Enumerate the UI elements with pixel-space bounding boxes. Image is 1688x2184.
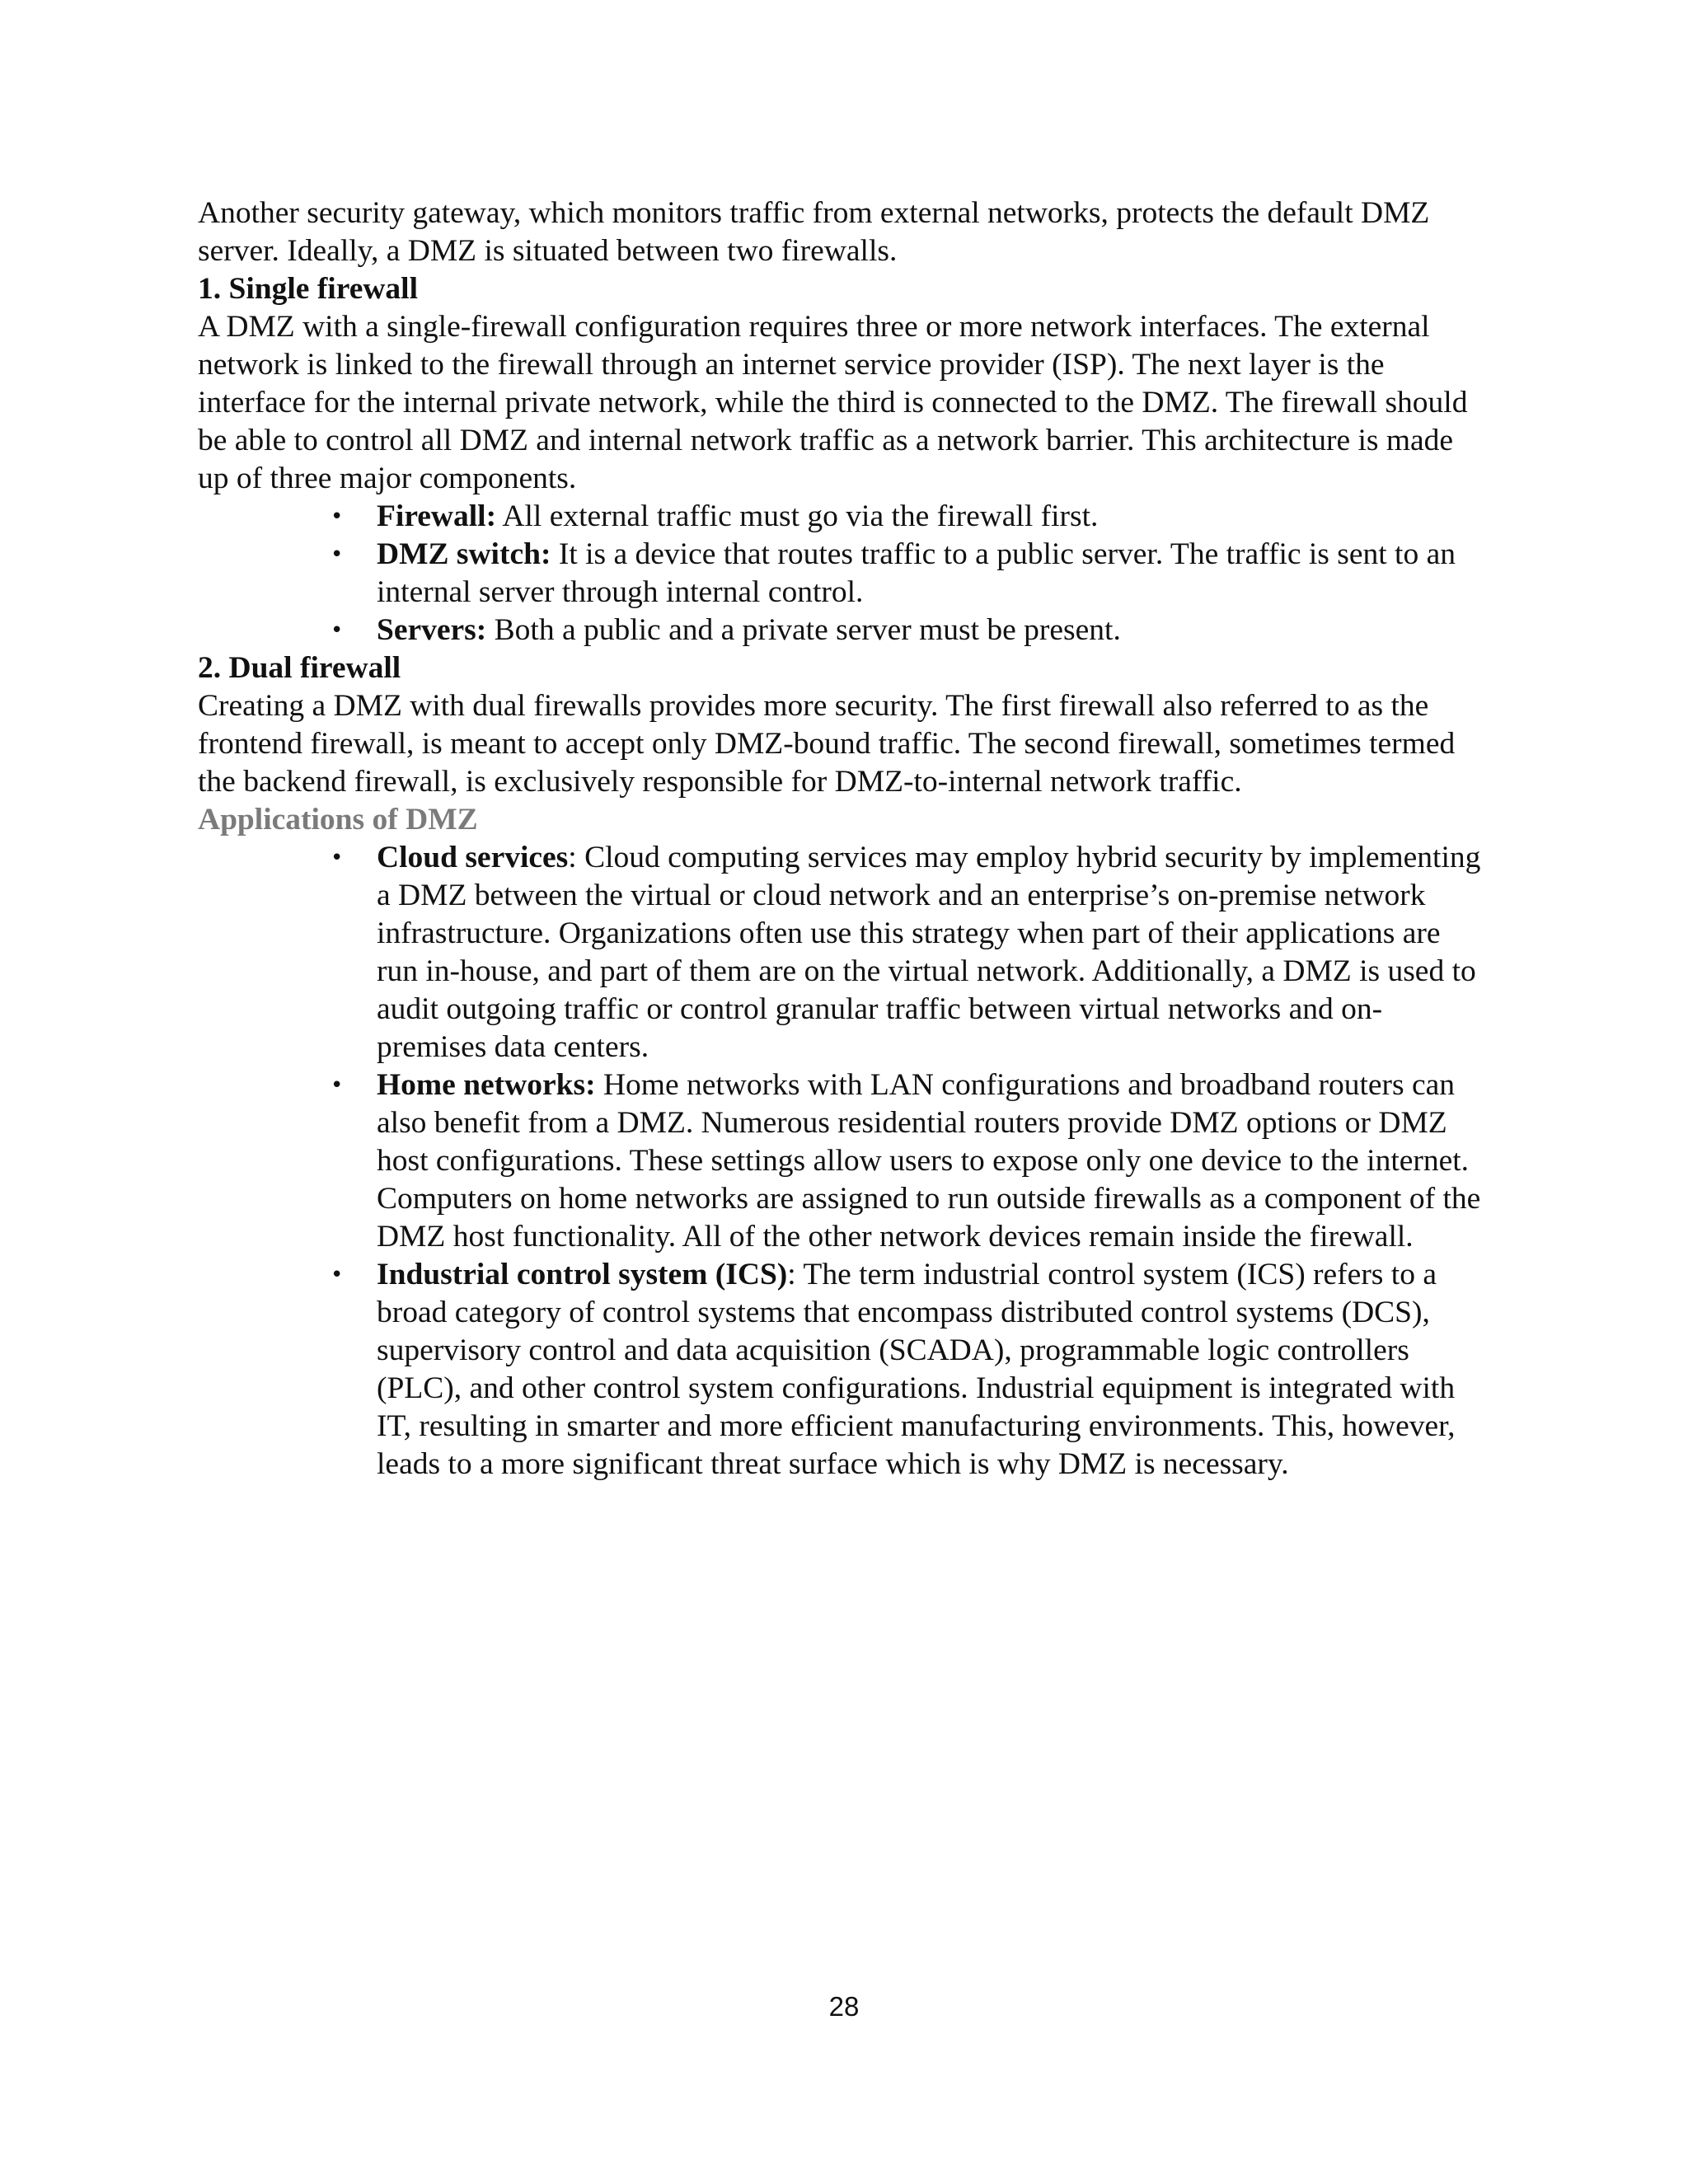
bullet-icon: • — [331, 1073, 344, 1098]
list-item-text: It is a device that routes traffic to a public server. The traffic is sent to an internal server through internal control. — [377, 537, 1456, 609]
list-item — [331, 536, 1484, 612]
list-item-term: DMZ switch: — [377, 537, 551, 571]
dual-firewall-paragraph: Creating a DMZ with dual firewalls provides more security. The first firewall also referred to as the frontend firewall, is meant to accept only DMZ-bound traffic. The second firewall, sometimes termed the backend firewall, is exclusively responsible for DMZ-to-internal network traffic. — [198, 689, 1456, 799]
list-item-text: All external traffic must go via the firewall first. — [496, 499, 1099, 533]
section-heading-single-firewall: 1. Single firewall — [198, 272, 419, 306]
page-number: 28 — [828, 1991, 860, 2022]
list-item-term: Industrial control system (ICS) — [377, 1258, 788, 1291]
list-item — [331, 1256, 1484, 1483]
list-item-term: Cloud services — [377, 841, 569, 874]
list-item — [331, 1066, 1484, 1256]
document-body — [198, 194, 1484, 1483]
list-item-text: Home networks with LAN configurations and broadband routers can also benefit from a DMZ. Numerous residential routers provide DMZ options or DMZ host configurations. These settings allow users to expose only one device to the internet. Computers on home networks are assigned to run outside firewalls as a component of the DMZ host functionality. All of the other network devices remain inside the firewall. — [377, 1068, 1481, 1254]
bullet-icon: • — [331, 1263, 344, 1287]
bullet-icon: • — [331, 846, 344, 870]
single-firewall-components-list — [198, 498, 1484, 649]
list-item-text: Both a public and a private server must be present. — [486, 613, 1121, 647]
list-item — [331, 612, 1484, 649]
applications-list — [198, 839, 1484, 1483]
section-heading-applications: Applications of DMZ — [198, 803, 478, 837]
single-firewall-paragraph: A DMZ with a single-firewall configuration requires three or more network interfaces. The external network is linked to the firewall through an internet service provider (ISP). The next layer is the interface for the internal private network, while the third is connected to the DMZ. The firewall should be able to control all DMZ and internal network traffic as a network barrier. This architecture is made up of three major components. — [198, 310, 1468, 495]
list-item-term: Home networks: — [377, 1068, 596, 1102]
list-item-term: Servers: — [377, 613, 487, 647]
bullet-icon: • — [331, 504, 344, 529]
list-item-text: : Cloud computing services may employ hybrid security by implementing a DMZ between the virtual or cloud network and an enterprise’s on-premise network infrastructure. Organizations often use this strategy when part of their applications are run in-house, and part of them are on the virtual network. Additionally, a DMZ is used to audit outgoing traffic or control granular traffic between virtual networks and on-premises data centers. — [377, 841, 1481, 1064]
list-item-term: Firewall: — [377, 499, 497, 533]
list-item — [331, 498, 1484, 536]
list-item-text: : The term industrial control system (ICS) refers to a broad category of control systems that encompass distributed control systems (DCS), supervisory control and data acquisition (SCADA), programmable logic controllers (PLC), and other control system configurations. Industrial equipment is integrated with IT, resulting in smarter and more efficient manufacturing environments. This, however, leads to a more significant threat surface which is why DMZ is necessary. — [377, 1258, 1456, 1481]
list-item — [331, 839, 1484, 1066]
section-heading-dual-firewall: 2. Dual firewall — [198, 651, 401, 685]
intro-paragraph: Another security gateway, which monitors traffic from external networks, protects the default DMZ server. Ideally, a DMZ is situated between two firewalls. — [198, 196, 1430, 268]
bullet-icon: • — [331, 618, 344, 643]
bullet-icon: • — [331, 542, 344, 567]
